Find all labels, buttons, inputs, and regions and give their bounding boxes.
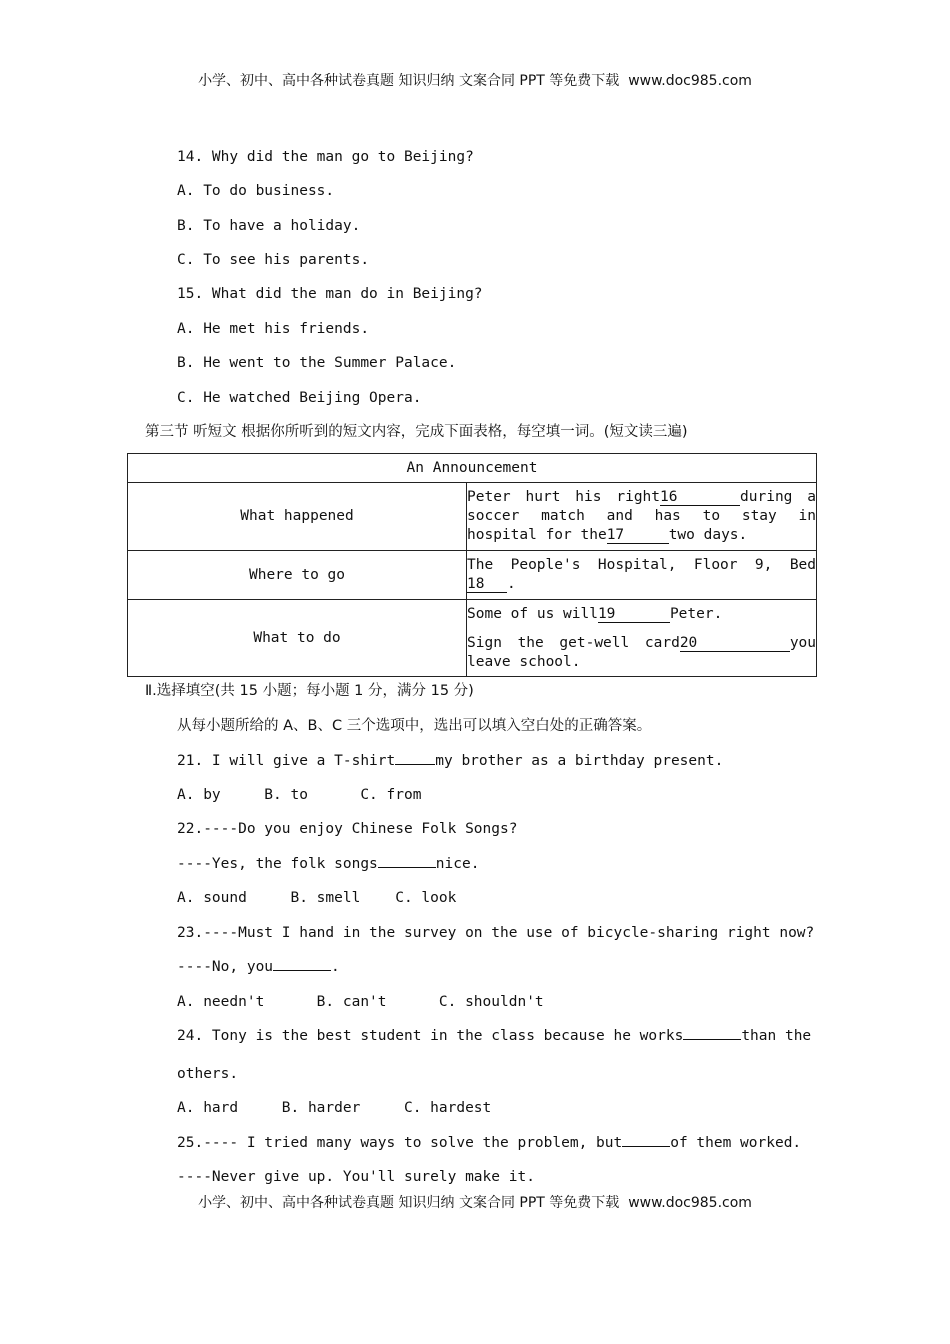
- question-24-stem: [177, 1027, 812, 1045]
- blank-16: 16: [660, 489, 740, 506]
- row-content-what-to-do: [467, 600, 817, 677]
- question-25-text-b: of them worked.: [670, 1135, 802, 1151]
- row-label-where-to-go: Where to go: [128, 551, 467, 600]
- blank-19: 19: [598, 606, 670, 623]
- blank-20: 20: [680, 635, 790, 652]
- question-14-option-a: A. To do business.: [177, 183, 335, 199]
- question-21-text-a: 21. I will give a T-shirt: [177, 753, 396, 769]
- page-header: 小学、初中、高中各种试卷真题 知识归纳 文案合同 PPT 等免费下载 www.doc985.com: [198, 73, 752, 89]
- question-22-blank: [378, 867, 436, 868]
- row1-text-part3: two days.: [668, 527, 748, 543]
- question-23-stem: 23.----Must I hand in the survey on the use of bicycle-sharing right now?: [177, 925, 815, 941]
- question-14-stem: 14. Why did the man go to Beijing?: [177, 149, 474, 165]
- page-footer: 小学、初中、高中各种试卷真题 知识归纳 文案合同 PPT 等免费下载 www.doc985.com: [198, 1195, 752, 1211]
- row3-line1-part2: Peter.: [669, 605, 723, 622]
- announcement-table-title: An Announcement: [128, 454, 817, 483]
- question-15-option-c: C. He watched Beijing Opera.: [177, 390, 422, 406]
- row-content-where-to-go: [467, 551, 817, 600]
- row3-line2-part2: you leave school.: [467, 634, 817, 670]
- announcement-table: [127, 453, 817, 677]
- question-15-option-a: A. He met his friends.: [177, 321, 370, 337]
- question-23-text-b: .: [331, 959, 340, 975]
- question-23-blank: [273, 970, 331, 971]
- question-25-text-a: 25.---- I tried many ways to solve the problem, but: [177, 1135, 623, 1151]
- question-15-stem: 15. What did the man do in Beijing?: [177, 286, 483, 302]
- row3-line2-part1: Sign the get-well card: [467, 634, 680, 651]
- question-25-stem: [177, 1134, 801, 1152]
- row-content-what-happened: [467, 483, 817, 551]
- blank-18: 18: [467, 576, 507, 593]
- part-2-title: Ⅱ.选择填空(共 15 小题；每小题 1 分，满分 15 分): [145, 683, 474, 699]
- row2-text-part2: .: [507, 576, 516, 592]
- question-21-stem: [177, 752, 723, 770]
- question-21-text-b: my brother as a birthday present.: [435, 753, 724, 769]
- row1-text-part1: Peter hurt his right: [467, 489, 661, 505]
- question-22-stem: 22.----Do you enjoy Chinese Folk Songs?: [177, 821, 518, 837]
- blank-17: 17: [607, 527, 669, 544]
- question-22-text-a: ----Yes, the folk songs: [177, 856, 378, 872]
- row3-line1-part1: Some of us will: [467, 605, 598, 622]
- question-24-continuation: others.: [177, 1066, 239, 1082]
- question-24-options: A. hard B. harder C. hardest: [177, 1100, 492, 1116]
- question-14-option-b: B. To have a holiday.: [177, 218, 361, 234]
- question-23-text-a: ----No, you: [177, 959, 274, 975]
- question-23-options: A. needn't B. can't C. shouldn't: [177, 994, 544, 1010]
- question-21-blank: [395, 764, 435, 765]
- question-23-response: [177, 958, 340, 976]
- question-24-blank: [683, 1039, 741, 1040]
- question-15-option-b: B. He went to the Summer Palace.: [177, 355, 457, 371]
- question-21-options: A. by B. to C. from: [177, 787, 422, 803]
- question-25-blank: [622, 1146, 670, 1147]
- question-25-response: ----Never give up. You'll surely make it.: [177, 1169, 535, 1185]
- row-label-what-to-do: What to do: [128, 600, 467, 677]
- question-14-option-c: C. To see his parents.: [177, 252, 370, 268]
- question-22-options: A. sound B. smell C. look: [177, 890, 457, 906]
- question-24-text-a: 24. Tony is the best student in the class because he works: [177, 1028, 684, 1044]
- question-22-response: [177, 855, 479, 873]
- row1-text-part2: during a soccer match and has to stay in hospital for the: [467, 489, 817, 543]
- section-3-title: 第三节 听短文 根据你所听到的短文内容，完成下面表格，每空填一词。(短文读三遍): [145, 424, 688, 440]
- question-22-text-b: nice.: [435, 856, 480, 872]
- part-2-instruction: 从每小题所给的 A、B、C 三个选项中，选出可以填入空白处的正确答案。: [177, 718, 652, 734]
- row2-text-part1: The People's Hospital, Floor 9, Bed: [467, 557, 817, 573]
- question-24-text-b: than the: [741, 1028, 812, 1044]
- row-label-what-happened: What happened: [128, 483, 467, 551]
